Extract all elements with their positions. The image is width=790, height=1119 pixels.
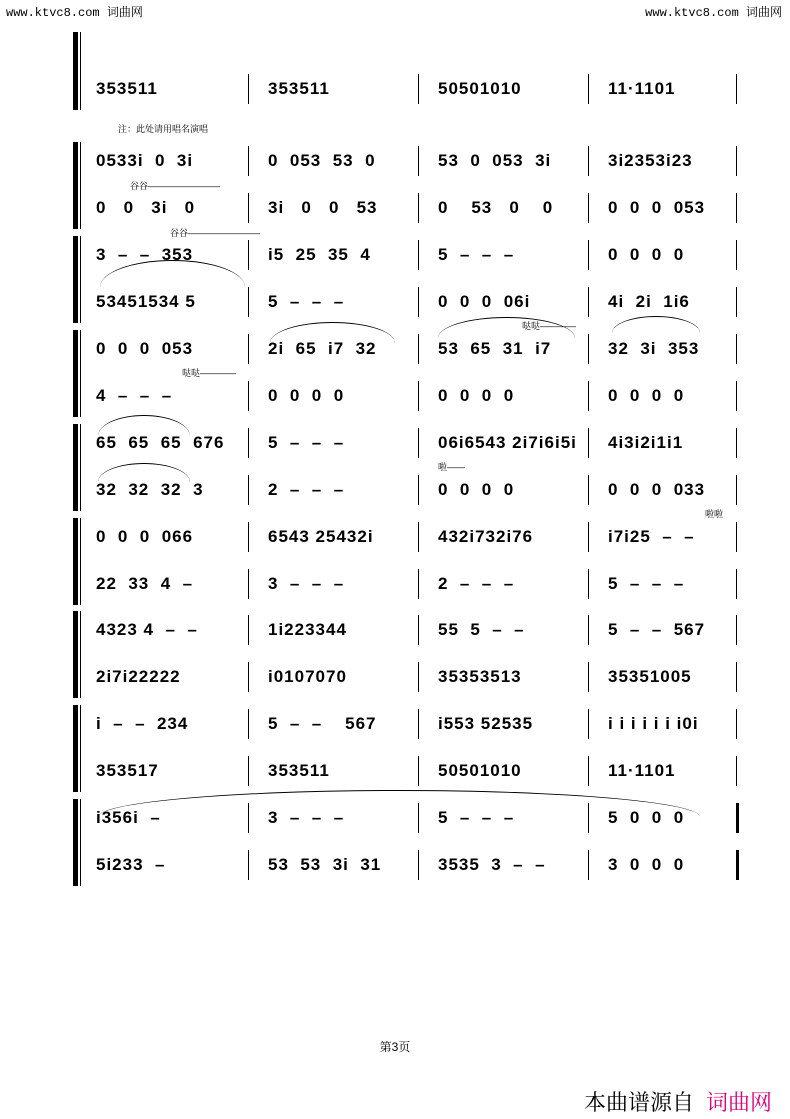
barline [248, 615, 249, 645]
system-line [80, 705, 81, 792]
system-line [80, 799, 81, 886]
measure: 5 0 0 0 [608, 808, 685, 827]
measure: 50501010 [438, 79, 522, 98]
barline [588, 146, 589, 176]
barline [248, 569, 249, 599]
system-brace [73, 424, 78, 511]
measure: 0533i 0 3i [96, 151, 194, 170]
barline [588, 569, 589, 599]
measure: i5 25 35 4 [268, 245, 371, 264]
measure: 5i233 – [96, 855, 166, 874]
barline [588, 522, 589, 552]
measure: 35353513 [438, 667, 522, 686]
measure: 0 0 0 0 [608, 245, 685, 264]
system-brace [73, 236, 78, 323]
slur [98, 790, 700, 817]
slur [98, 415, 190, 436]
measure: 0 0 0 066 [96, 527, 194, 546]
system-line [80, 236, 81, 323]
barline [736, 193, 737, 223]
measure: 0 053 53 0 [268, 151, 376, 170]
barline [588, 287, 589, 317]
barline [248, 850, 249, 880]
system-brace [73, 32, 78, 110]
barline [248, 287, 249, 317]
measure: 53 65 31 i7 [438, 339, 552, 358]
barline [588, 615, 589, 645]
barline [248, 428, 249, 458]
system-line [80, 142, 81, 229]
barline [248, 662, 249, 692]
measure: 5 – – – [608, 574, 685, 593]
measure: 11·1101 [608, 79, 676, 98]
barline [736, 146, 737, 176]
performance-note: 注：此处请用唱名演唱 [118, 124, 209, 134]
source-brand: 词曲网 [705, 1090, 772, 1115]
barline [248, 193, 249, 223]
slur [270, 322, 395, 343]
measure: 53 0 053 3i [438, 151, 552, 170]
barline [588, 334, 589, 364]
measure: 5 – – – [438, 808, 515, 827]
barline [736, 756, 737, 786]
measure: 3 – – – [268, 808, 345, 827]
barline [418, 475, 419, 505]
barline [588, 381, 589, 411]
lyric-dada-2: 哒哒———— [182, 368, 237, 378]
measure: 3i2353i23 [608, 151, 693, 170]
barline [736, 428, 737, 458]
barline [588, 428, 589, 458]
measure: 4323 4 – – [96, 620, 198, 639]
barline [248, 756, 249, 786]
barline [736, 709, 737, 739]
measure: 5 – – 567 [268, 714, 377, 733]
barline [418, 334, 419, 364]
system-brace [73, 705, 78, 792]
measure: 55 5 – – [438, 620, 525, 639]
measure: 0 0 0 0 [438, 480, 515, 499]
measure: 0 0 0 0 [268, 386, 345, 405]
system-line [80, 518, 81, 605]
measure: 353511 [268, 79, 330, 98]
measure: 0 0 0 06i [438, 292, 531, 311]
measure: 3i 0 0 53 [268, 198, 378, 217]
measure: 53451534 5 [96, 292, 196, 311]
measure: i i i i i i i0i [608, 714, 699, 733]
lyric-la: 啦—— [438, 462, 466, 472]
measure: 5 – – – [268, 433, 345, 452]
measure: i – – 234 [96, 714, 189, 733]
measure: 06i6543 2i7i6i5i [438, 433, 577, 452]
barline [588, 475, 589, 505]
system-brace [73, 142, 78, 229]
measure: 5 – – – [268, 292, 345, 311]
measure: 432i732i76 [438, 527, 534, 546]
measure: 32 32 32 3 [96, 480, 204, 499]
page-number: 第3页 [379, 1040, 411, 1054]
measure: i0107070 [268, 667, 347, 686]
measure: 5 – – 567 [608, 620, 706, 639]
barline [588, 74, 589, 104]
measure: 11·1101 [608, 761, 676, 780]
slur [612, 316, 700, 333]
system-brace [73, 330, 78, 417]
measure: 5 – – – [438, 245, 515, 264]
measure: 2i7i22222 [96, 667, 181, 686]
barline [736, 850, 739, 880]
barline [248, 74, 249, 104]
measure: 0 53 0 0 [438, 198, 554, 217]
watermark-left: www.ktvc8.com 词曲网 [6, 6, 143, 20]
system-brace [73, 799, 78, 886]
slur [98, 463, 190, 482]
barline [418, 569, 419, 599]
barline [736, 615, 737, 645]
barline [588, 709, 589, 739]
measure: 1i223344 [268, 620, 347, 639]
measure: 353511 [96, 79, 158, 98]
measure: 4i3i2i1i1 [608, 433, 684, 452]
measure: i7i25 – – [608, 527, 695, 546]
system-line [80, 611, 81, 698]
barline [736, 475, 737, 505]
barline [248, 709, 249, 739]
system-line [80, 424, 81, 511]
measure: 3 – – 353 [96, 245, 194, 264]
measure: 0 0 0 053 [608, 198, 706, 217]
barline [588, 756, 589, 786]
watermark-right: www.ktvc8.com 词曲网 [645, 6, 782, 20]
barline [418, 662, 419, 692]
barline [588, 240, 589, 270]
measure: 2i 65 i7 32 [268, 339, 377, 358]
lyric-lala: 啦啦 [705, 509, 724, 519]
barline [418, 74, 419, 104]
measure: 0 0 0 0 [438, 386, 515, 405]
measure: i356i – [96, 808, 161, 827]
barline [588, 662, 589, 692]
measure: 50501010 [438, 761, 522, 780]
lyric-dada-1: 哒哒———— [522, 321, 577, 331]
barline [736, 381, 737, 411]
lyric-gugu-1: 谷谷———————— [130, 181, 221, 191]
measure: 4 – – – [96, 386, 173, 405]
measure: i553 52535 [438, 714, 534, 733]
barline [418, 709, 419, 739]
measure: 6543 25432i [268, 527, 374, 546]
barline [248, 334, 249, 364]
barline [736, 569, 737, 599]
measure: 22 33 4 – [96, 574, 194, 593]
measure: 0 0 0 033 [608, 480, 706, 499]
barline [736, 522, 737, 552]
barline [418, 522, 419, 552]
barline [736, 240, 737, 270]
measure: 4i 2i 1i6 [608, 292, 690, 311]
measure: 353517 [96, 761, 159, 780]
barline [736, 334, 737, 364]
measure: 3535 3 – – [438, 855, 546, 874]
barline [248, 522, 249, 552]
measure: 0 0 0 053 [96, 339, 194, 358]
barline [248, 381, 249, 411]
barline [248, 475, 249, 505]
barline [418, 615, 419, 645]
barline [248, 146, 249, 176]
barline [736, 287, 737, 317]
source-credit [584, 1086, 772, 1117]
barline [418, 850, 419, 880]
system-brace [73, 611, 78, 698]
barline [736, 803, 739, 833]
barline [248, 240, 249, 270]
measure: 3 0 0 0 [608, 855, 685, 874]
system-line [80, 32, 81, 110]
barline [588, 850, 589, 880]
barline [418, 146, 419, 176]
measure: 35351005 [608, 667, 692, 686]
barline [418, 428, 419, 458]
measure: 53 53 3i 31 [268, 855, 382, 874]
system-line [80, 330, 81, 417]
source-prefix: 本曲谱源自 [583, 1090, 694, 1115]
barline [418, 240, 419, 270]
measure: 3 – – – [268, 574, 345, 593]
barline [418, 193, 419, 223]
measure: 65 65 65 676 [96, 433, 225, 452]
barline [418, 756, 419, 786]
measure: 2 – – – [438, 574, 515, 593]
lyric-gugu-2: 谷谷———————— [170, 228, 261, 238]
measure: 2 – – – [268, 480, 345, 499]
barline [736, 74, 737, 104]
barline [736, 662, 737, 692]
measure: 0 0 0 0 [608, 386, 685, 405]
barline [418, 287, 419, 317]
measure: 0 0 3i 0 [96, 198, 196, 217]
barline [418, 381, 419, 411]
measure: 32 3i 353 [608, 339, 700, 358]
system-brace [73, 518, 78, 605]
measure: 353511 [268, 761, 330, 780]
barline [588, 193, 589, 223]
